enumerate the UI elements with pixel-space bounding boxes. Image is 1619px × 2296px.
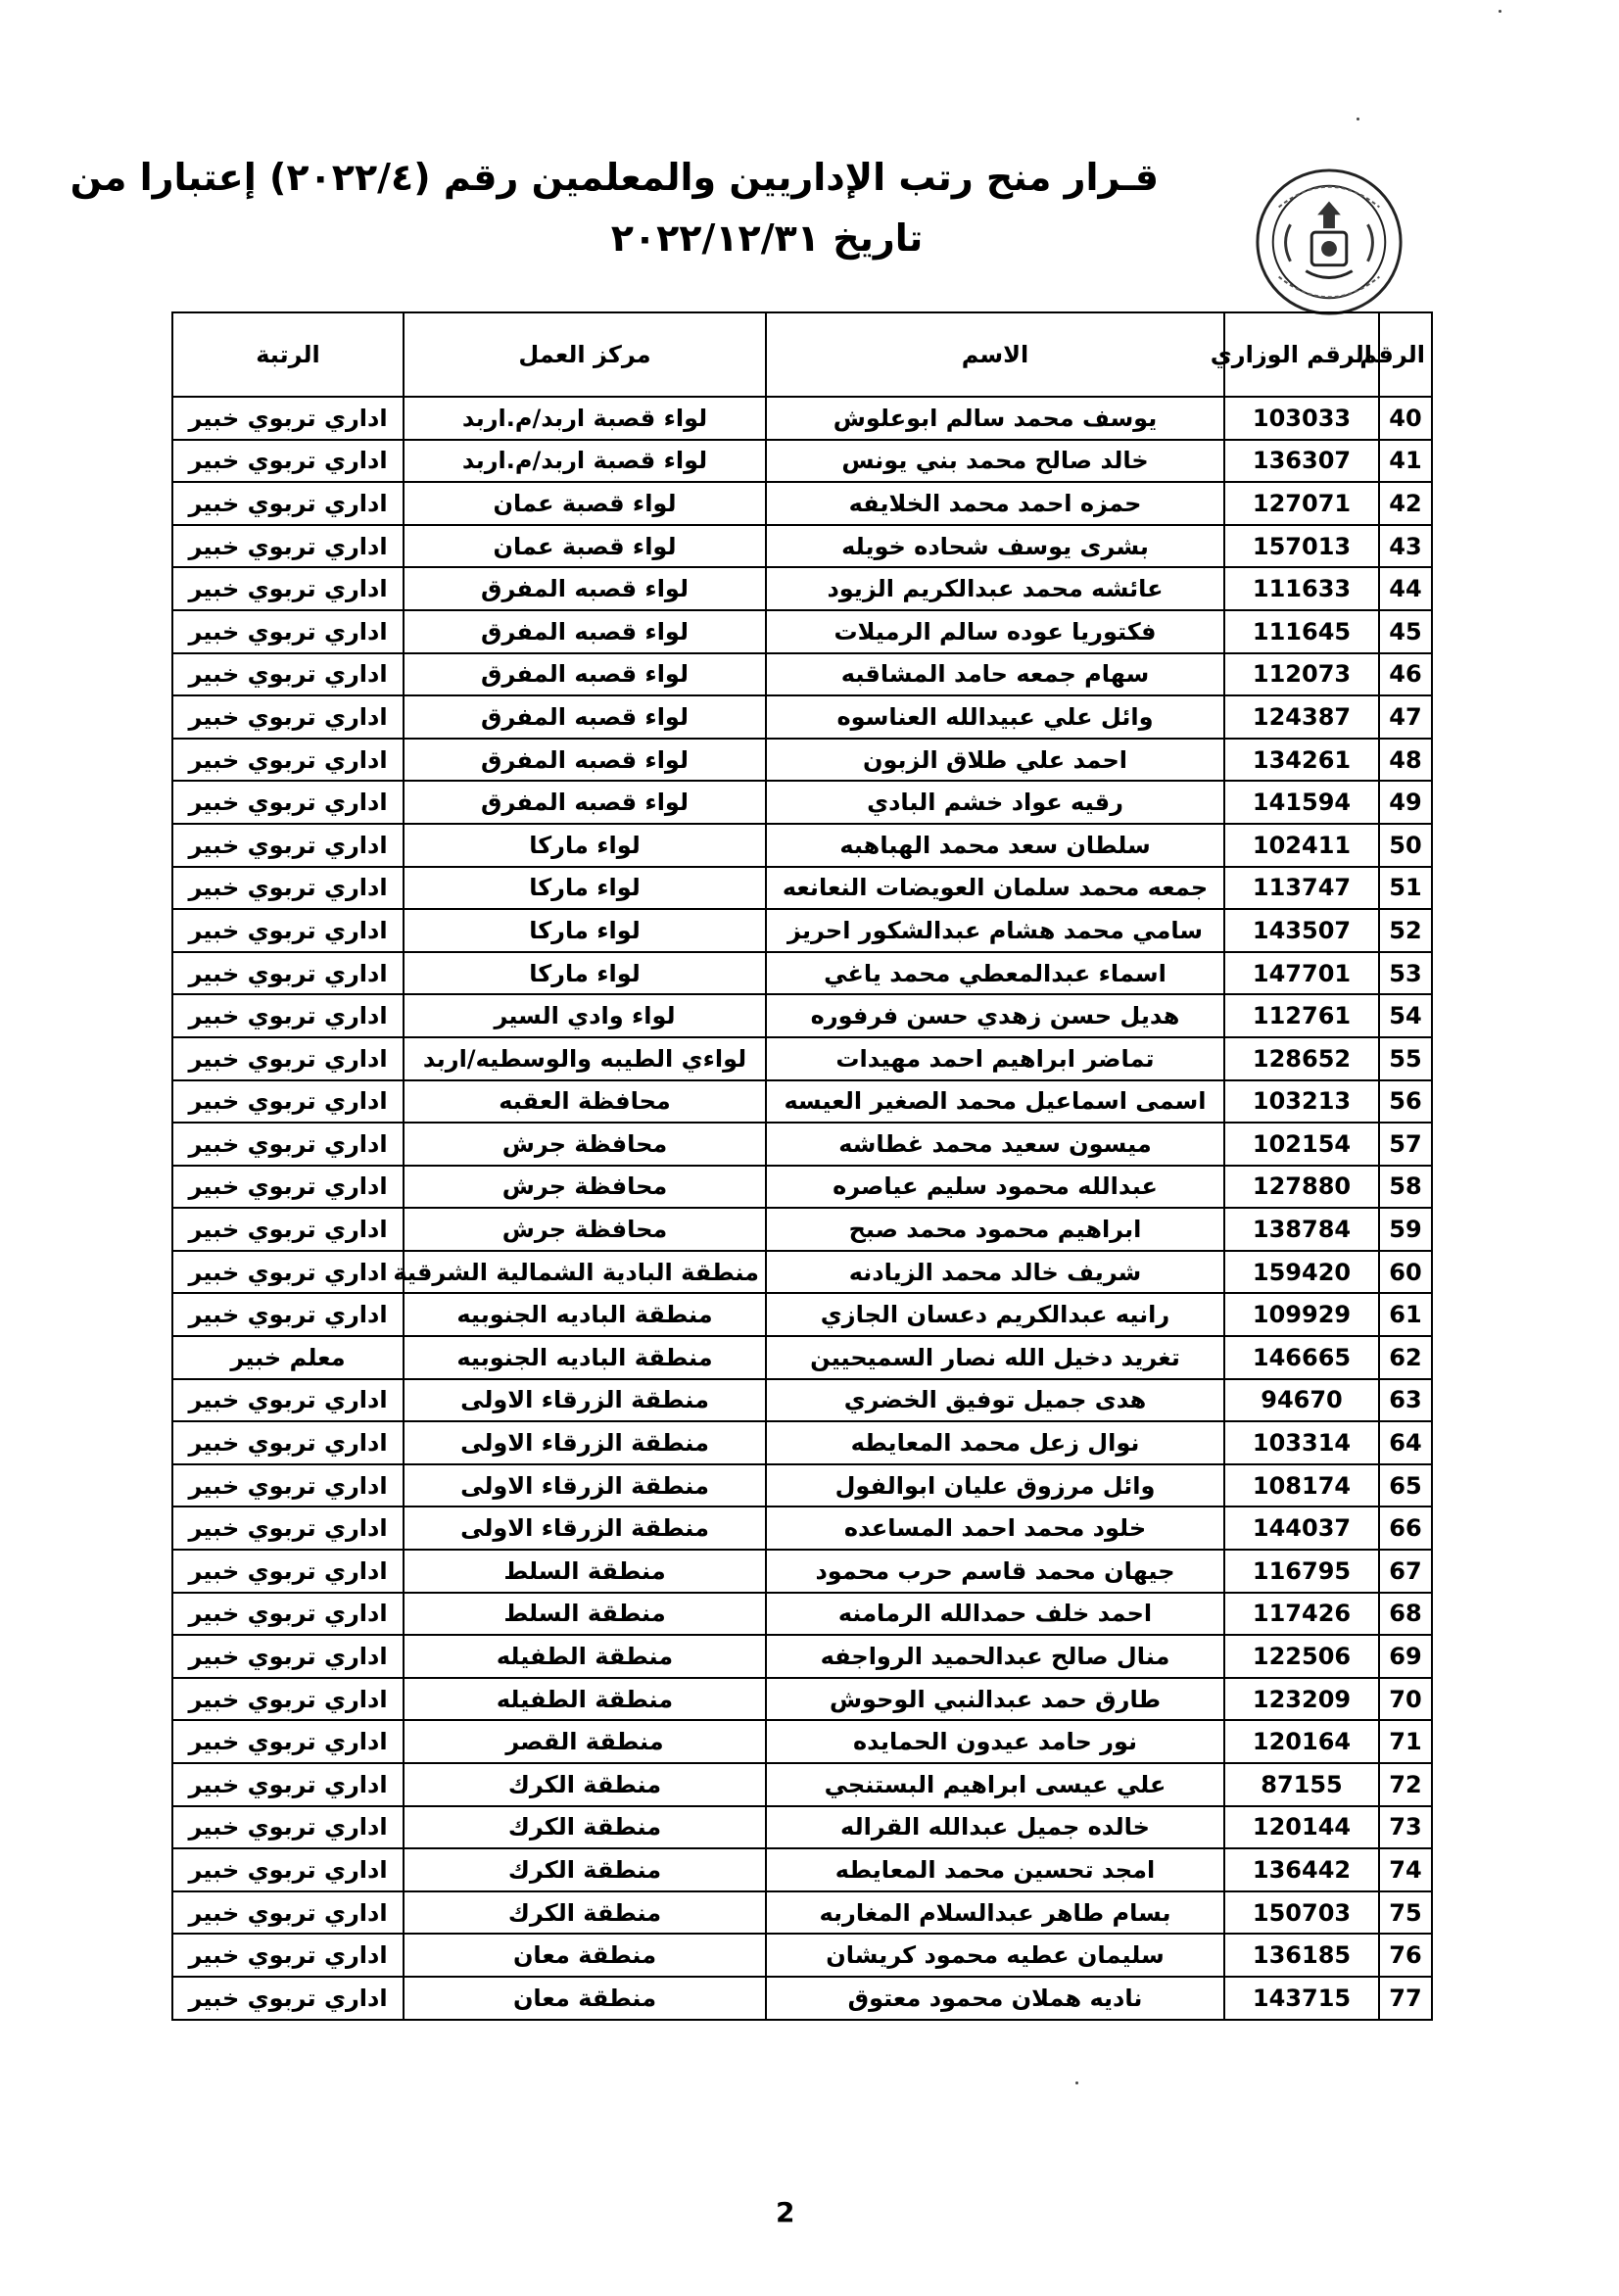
row-number: 42 (1379, 482, 1432, 525)
table-row (172, 397, 1432, 440)
employee-name-cell: جيهان محمد قاسم حرب محمود (766, 1550, 1224, 1593)
rank-cell: اداري تربوي خبير (172, 781, 404, 824)
row-number: 68 (1379, 1593, 1432, 1636)
employee-name-cell: ناديه هملان محمود معتوق (766, 1977, 1224, 2020)
header-workplace: مركز العمل (404, 312, 766, 397)
table-row (172, 1550, 1432, 1593)
row-number: 69 (1379, 1635, 1432, 1678)
workplace-cell: لواء ماركا (404, 824, 766, 867)
table-row (172, 525, 1432, 568)
row-number: 53 (1379, 952, 1432, 995)
row-number: 55 (1379, 1037, 1432, 1080)
table-row (172, 1123, 1432, 1166)
rank-cell: اداري تربوي خبير (172, 1550, 404, 1593)
table-row (172, 1848, 1432, 1891)
rank-cell: اداري تربوي خبير (172, 1293, 404, 1336)
employee-name-cell: نوال زعل محمد المعايطه (766, 1421, 1224, 1464)
ministry-id-cell: 113747 (1224, 867, 1379, 910)
ministry-id-cell: 103314 (1224, 1421, 1379, 1464)
employee-name-cell: تماضر ابراهيم احمد مهيدات (766, 1037, 1224, 1080)
row-number: 60 (1379, 1251, 1432, 1294)
employee-name-cell: سليمان عطيه محمود كريشان (766, 1934, 1224, 1977)
ministry-id-cell: 94670 (1224, 1379, 1379, 1422)
rank-cell: اداري تربوي خبير (172, 824, 404, 867)
workplace-cell: منطقة الكرك (404, 1806, 766, 1849)
row-number: 65 (1379, 1464, 1432, 1507)
employee-name-cell: اسماء عبدالمعطي محمد ياغي (766, 952, 1224, 995)
employee-name-cell: احمد خلف حمدالله الرمامنه (766, 1593, 1224, 1636)
employee-name-cell: منال صالح عبدالحميد الرواجفه (766, 1635, 1224, 1678)
table-row (172, 1934, 1432, 1977)
rank-cell: اداري تربوي خبير (172, 994, 404, 1037)
rank-cell: اداري تربوي خبير (172, 610, 404, 653)
ministry-id-cell: 120164 (1224, 1720, 1379, 1763)
ministry-id-cell: 138784 (1224, 1208, 1379, 1251)
rank-cell: اداري تربوي خبير (172, 952, 404, 995)
workplace-cell: منطقة الزرقاء الاولى (404, 1464, 766, 1507)
employee-name-cell: اسمى اسماعيل محمد الصغير العيسه (766, 1080, 1224, 1124)
row-number: 50 (1379, 824, 1432, 867)
rank-cell: اداري تربوي خبير (172, 1848, 404, 1891)
employee-name-cell: ميسون سعيد محمد غطاشه (766, 1123, 1224, 1166)
header-name: الاسم (766, 312, 1224, 397)
ministry-id-cell: 157013 (1224, 525, 1379, 568)
row-number: 51 (1379, 867, 1432, 910)
ministry-id-cell: 136442 (1224, 1848, 1379, 1891)
employee-name-cell: بشرى يوسف شحاده خويله (766, 525, 1224, 568)
ministry-id-cell: 159420 (1224, 1251, 1379, 1294)
workplace-cell: لواء قصبة اربد/م.اربد (404, 440, 766, 483)
ministry-id-cell: 147701 (1224, 952, 1379, 995)
row-number: 41 (1379, 440, 1432, 483)
row-number: 61 (1379, 1293, 1432, 1336)
header-ministry-id: الرقم الوزاري (1224, 312, 1379, 397)
table-row (172, 1507, 1432, 1550)
workplace-cell: لواء ماركا (404, 952, 766, 995)
employee-name-cell: حمزه احمد محمد الخلايفه (766, 482, 1224, 525)
employee-name-cell: احمد علي طلاق الزبون (766, 739, 1224, 782)
employee-name-cell: وائل مرزوق عليان ابوالفول (766, 1464, 1224, 1507)
rank-cell: اداري تربوي خبير (172, 1507, 404, 1550)
workplace-cell: محافظة جرش (404, 1123, 766, 1166)
table-row (172, 867, 1432, 910)
rank-cell: اداري تربوي خبير (172, 440, 404, 483)
rank-cell: اداري تربوي خبير (172, 1379, 404, 1422)
employee-name-cell: وائل علي عبيدالله العناسوه (766, 695, 1224, 739)
table-row (172, 1720, 1432, 1763)
table-row (172, 1251, 1432, 1294)
workplace-cell: منطقة الكرك (404, 1763, 766, 1806)
table-row (172, 781, 1432, 824)
rank-cell: اداري تربوي خبير (172, 1934, 404, 1977)
table-row (172, 1336, 1432, 1379)
employee-name-cell: جمعه محمد سلمان العويضات النعانعه (766, 867, 1224, 910)
employee-name-cell: خالد صالح محمد بني يونس (766, 440, 1224, 483)
ministry-id-cell: 127071 (1224, 482, 1379, 525)
table-row (172, 1806, 1432, 1849)
ministry-id-cell: 111645 (1224, 610, 1379, 653)
workplace-cell: منطقة معان (404, 1934, 766, 1977)
ministry-id-cell: 143507 (1224, 909, 1379, 952)
employee-name-cell: فكتوريا عوده سالم الرميلات (766, 610, 1224, 653)
workplace-cell: منطقة الباديه الجنوبيه (404, 1336, 766, 1379)
table-row (172, 1293, 1432, 1336)
row-number: 76 (1379, 1934, 1432, 1977)
table-row (172, 1678, 1432, 1721)
workplace-cell: محافظة جرش (404, 1208, 766, 1251)
table-row (172, 440, 1432, 483)
row-number: 73 (1379, 1806, 1432, 1849)
table-row (172, 610, 1432, 653)
row-number: 70 (1379, 1678, 1432, 1721)
employee-name-cell: سلطان سعد محمد الهباهبه (766, 824, 1224, 867)
row-number: 47 (1379, 695, 1432, 739)
employee-name-cell: هدى جميل توفيق الخضري (766, 1379, 1224, 1422)
promotions-table (171, 311, 1433, 2021)
rank-cell: اداري تربوي خبير (172, 1080, 404, 1124)
workplace-cell: منطقة الزرقاء الاولى (404, 1421, 766, 1464)
row-number: 54 (1379, 994, 1432, 1037)
ministry-id-cell: 143715 (1224, 1977, 1379, 2020)
employee-name-cell: علي عيسى ابراهيم البستنجي (766, 1763, 1224, 1806)
ministry-id-cell: 87155 (1224, 1763, 1379, 1806)
row-number: 58 (1379, 1166, 1432, 1209)
table-row (172, 695, 1432, 739)
workplace-cell: منطقة الطفيله (404, 1678, 766, 1721)
scan-speck (1357, 118, 1359, 120)
workplace-cell: منطقة الباديه الجنوبيه (404, 1293, 766, 1336)
rank-cell: اداري تربوي خبير (172, 1208, 404, 1251)
ministry-id-cell: 108174 (1224, 1464, 1379, 1507)
page-number: 2 (776, 2196, 795, 2228)
employee-name-cell: طارق حمد عبدالنبي الوحوش (766, 1678, 1224, 1721)
workplace-cell: لواء قصبه المفرق (404, 695, 766, 739)
row-number: 59 (1379, 1208, 1432, 1251)
rank-cell: اداري تربوي خبير (172, 1593, 404, 1636)
row-number: 40 (1379, 397, 1432, 440)
rank-cell: اداري تربوي خبير (172, 909, 404, 952)
header-rank: الرتبة (172, 312, 404, 397)
title-line-1: قـرار منح رتب الإداريين والمعلمين رقم (٢٠٢٢/٤) إعتبارا من (70, 156, 1159, 199)
table-header-row (172, 312, 1432, 397)
table-row (172, 1037, 1432, 1080)
workplace-cell: لواء قصبه المفرق (404, 567, 766, 610)
employee-name-cell: خلود محمد احمد المساعده (766, 1507, 1224, 1550)
employee-name-cell: بسام طاهر عبدالسلام المغاربه (766, 1891, 1224, 1935)
table-row (172, 1421, 1432, 1464)
rank-cell: اداري تربوي خبير (172, 1421, 404, 1464)
table-row (172, 1080, 1432, 1124)
row-number: 52 (1379, 909, 1432, 952)
table-row (172, 1379, 1432, 1422)
workplace-cell: منطقة البادية الشمالية الشرقية (404, 1251, 766, 1294)
ministry-id-cell: 116795 (1224, 1550, 1379, 1593)
table-row (172, 482, 1432, 525)
workplace-cell: لواء قصبه المفرق (404, 653, 766, 696)
employee-name-cell: تغريد دخيل الله نصار السميحيين (766, 1336, 1224, 1379)
rank-cell: اداري تربوي خبير (172, 1720, 404, 1763)
row-number: 62 (1379, 1336, 1432, 1379)
row-number: 56 (1379, 1080, 1432, 1124)
workplace-cell: منطقة معان (404, 1977, 766, 2020)
ministry-id-cell: 122506 (1224, 1635, 1379, 1678)
row-number: 44 (1379, 567, 1432, 610)
workplace-cell: لواء وادي السير (404, 994, 766, 1037)
table-row (172, 1464, 1432, 1507)
rank-cell: اداري تربوي خبير (172, 1037, 404, 1080)
employee-name-cell: ابراهيم محمود محمد صبح (766, 1208, 1224, 1251)
header-number: الرقم (1379, 312, 1432, 397)
table-row (172, 1593, 1432, 1636)
rank-cell: اداري تربوي خبير (172, 1806, 404, 1849)
title-line-2: تاريخ ٢٠٢٢/١٢/٣١ (610, 216, 924, 260)
workplace-cell: منطقة الكرك (404, 1848, 766, 1891)
ministry-id-cell: 103033 (1224, 397, 1379, 440)
table-row (172, 1977, 1432, 2020)
employee-name-cell: رانيه عبدالكريم دعسان الجازي (766, 1293, 1224, 1336)
table-row (172, 1208, 1432, 1251)
row-number: 71 (1379, 1720, 1432, 1763)
rank-cell: اداري تربوي خبير (172, 1166, 404, 1209)
ministry-id-cell: 109929 (1224, 1293, 1379, 1336)
ministry-emblem-seal-icon (1252, 165, 1406, 319)
ministry-id-cell: 102154 (1224, 1123, 1379, 1166)
scan-speck (1075, 2081, 1078, 2084)
ministry-id-cell: 136307 (1224, 440, 1379, 483)
ministry-id-cell: 144037 (1224, 1507, 1379, 1550)
row-number: 57 (1379, 1123, 1432, 1166)
workplace-cell: محافظة جرش (404, 1166, 766, 1209)
row-number: 75 (1379, 1891, 1432, 1935)
rank-cell: اداري تربوي خبير (172, 1635, 404, 1678)
ministry-id-cell: 134261 (1224, 739, 1379, 782)
ministry-id-cell: 124387 (1224, 695, 1379, 739)
table-row (172, 653, 1432, 696)
employee-name-cell: رقيه عواد خشم البادي (766, 781, 1224, 824)
ministry-id-cell: 103213 (1224, 1080, 1379, 1124)
ministry-id-cell: 128652 (1224, 1037, 1379, 1080)
ministry-id-cell: 136185 (1224, 1934, 1379, 1977)
ministry-id-cell: 102411 (1224, 824, 1379, 867)
employee-name-cell: شريف خالد محمد الزيادنه (766, 1251, 1224, 1294)
ministry-id-cell: 120144 (1224, 1806, 1379, 1849)
workplace-cell: لواء ماركا (404, 909, 766, 952)
row-number: 43 (1379, 525, 1432, 568)
row-number: 64 (1379, 1421, 1432, 1464)
row-number: 49 (1379, 781, 1432, 824)
table-row (172, 1891, 1432, 1935)
workplace-cell: لواء قصبة عمان (404, 482, 766, 525)
row-number: 63 (1379, 1379, 1432, 1422)
ministry-id-cell: 127880 (1224, 1166, 1379, 1209)
row-number: 48 (1379, 739, 1432, 782)
rank-cell: اداري تربوي خبير (172, 1763, 404, 1806)
ministry-id-cell: 150703 (1224, 1891, 1379, 1935)
employee-name-cell: امجد تحسين محمد المعايطه (766, 1848, 1224, 1891)
scan-speck (1499, 10, 1501, 13)
ministry-id-cell: 117426 (1224, 1593, 1379, 1636)
ministry-id-cell: 111633 (1224, 567, 1379, 610)
table-row (172, 739, 1432, 782)
workplace-cell: لواء قصبه المفرق (404, 610, 766, 653)
ministry-id-cell: 123209 (1224, 1678, 1379, 1721)
table-row (172, 909, 1432, 952)
table-row (172, 567, 1432, 610)
employee-name-cell: سامي محمد هشام عبدالشكور احريز (766, 909, 1224, 952)
row-number: 72 (1379, 1763, 1432, 1806)
workplace-cell: محافظة العقبه (404, 1080, 766, 1124)
workplace-cell: لواء قصبه المفرق (404, 739, 766, 782)
row-number: 74 (1379, 1848, 1432, 1891)
row-number: 45 (1379, 610, 1432, 653)
decision-title (70, 147, 1159, 268)
rank-cell: اداري تربوي خبير (172, 867, 404, 910)
workplace-cell: منطقة الزرقاء الاولى (404, 1507, 766, 1550)
ministry-id-cell: 112073 (1224, 653, 1379, 696)
workplace-cell: لواء ماركا (404, 867, 766, 910)
employee-name-cell: عائشه محمد عبدالكريم الزيود (766, 567, 1224, 610)
rank-cell: اداري تربوي خبير (172, 695, 404, 739)
rank-cell: اداري تربوي خبير (172, 1977, 404, 2020)
rank-cell: اداري تربوي خبير (172, 1251, 404, 1294)
table-row (172, 952, 1432, 995)
workplace-cell: لواء قصبه المفرق (404, 781, 766, 824)
employee-name-cell: يوسف محمد سالم ابوعلوش (766, 397, 1224, 440)
rank-cell: اداري تربوي خبير (172, 1678, 404, 1721)
employee-name-cell: نور حامد عيدون الحمايده (766, 1720, 1224, 1763)
employee-name-cell: خالده جميل عبدالله القراله (766, 1806, 1224, 1849)
row-number: 66 (1379, 1507, 1432, 1550)
rank-cell: اداري تربوي خبير (172, 1123, 404, 1166)
workplace-cell: لواءي الطيبه والوسطيه/اربد (404, 1037, 766, 1080)
rank-cell: معلم خبير (172, 1336, 404, 1379)
table-row (172, 1763, 1432, 1806)
ministry-id-cell: 141594 (1224, 781, 1379, 824)
workplace-cell: لواء قصبة اربد/م.اربد (404, 397, 766, 440)
rank-cell: اداري تربوي خبير (172, 567, 404, 610)
table-row (172, 994, 1432, 1037)
employee-name-cell: عبدالله محمود سليم عياصره (766, 1166, 1224, 1209)
row-number: 77 (1379, 1977, 1432, 2020)
row-number: 67 (1379, 1550, 1432, 1593)
row-number: 46 (1379, 653, 1432, 696)
rank-cell: اداري تربوي خبير (172, 1464, 404, 1507)
rank-cell: اداري تربوي خبير (172, 1891, 404, 1935)
rank-cell: اداري تربوي خبير (172, 482, 404, 525)
table-row (172, 1166, 1432, 1209)
table-row (172, 1635, 1432, 1678)
employee-name-cell: سهام جمعه حامد المشاقبه (766, 653, 1224, 696)
workplace-cell: منطقة الكرك (404, 1891, 766, 1935)
ministry-id-cell: 112761 (1224, 994, 1379, 1037)
workplace-cell: منطقة الزرقاء الاولى (404, 1379, 766, 1422)
rank-cell: اداري تربوي خبير (172, 397, 404, 440)
table-row (172, 824, 1432, 867)
workplace-cell: لواء قصبة عمان (404, 525, 766, 568)
workplace-cell: منطقة الطفيله (404, 1635, 766, 1678)
employee-name-cell: هديل حسن زهدي حسن فرفوره (766, 994, 1224, 1037)
workplace-cell: منطقة السلط (404, 1550, 766, 1593)
rank-cell: اداري تربوي خبير (172, 525, 404, 568)
ministry-id-cell: 146665 (1224, 1336, 1379, 1379)
rank-cell: اداري تربوي خبير (172, 653, 404, 696)
workplace-cell: منطقة السلط (404, 1593, 766, 1636)
rank-cell: اداري تربوي خبير (172, 739, 404, 782)
workplace-cell: منطقة القصر (404, 1720, 766, 1763)
